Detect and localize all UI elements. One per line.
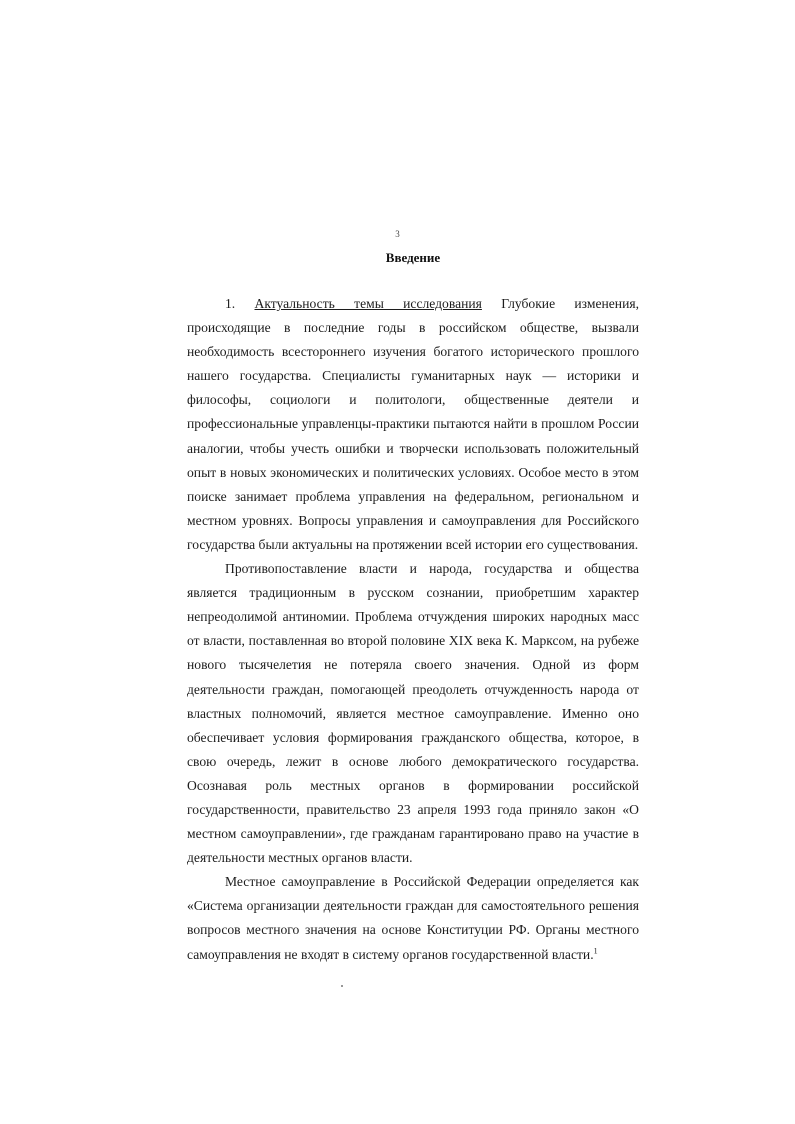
paragraph-number: 1. bbox=[225, 296, 255, 311]
paragraph-opposition: Противопоставление власти и народа, государства и общества является традиционным в русском сознании, приобретшим характер непреодолимой антиномии. Проблема отчуждения широких народных масс от власти, поставленная во второй половине XIX века К. Марксом, на рубеже нового тысячелетия не потеряла своего значения. Одной из форм деятельности граждан, помогающей преодолеть отчужденность народа от властных полномочий, является местное самоуправление. Именно оно обеспечивает условия формирования гражданского общества, которое, в свою очередь, лежит в основе любого демократического государства. Осознавая роль местных органов в формировании российской государственности, правительство 23 апреля 1993 года приняло закон «О местном самоуправлении», где гражданам гарантировано право на участие в деятельности местных органов власти. bbox=[187, 561, 639, 866]
section-title: Введение bbox=[385, 250, 441, 265]
paragraph-relevance bbox=[187, 292, 639, 557]
underlined-heading: Актуальность темы исследования bbox=[254, 296, 482, 311]
body-text bbox=[187, 292, 639, 967]
page-number: 3 bbox=[395, 229, 400, 239]
scan-speck bbox=[341, 985, 343, 987]
paragraph-definition bbox=[187, 870, 639, 966]
paragraph-text: Глубокие изменения, происходящие в последние годы в российском обществе, вызвали необходимость всестороннего изучения богатого исторического прошлого нашего государства. Специалисты гуманитарных наук — историки и философы, социологи и политологи, общественные деятели и профессиональные управленцы-практики пытаются найти в прошлом России аналогии, чтобы учесть ошибки и творчески использовать положительный опыт в новых экономических и политических условиях. Особое место в этом поиске занимает проблема управления на федеральном, региональном и местном уровнях. Вопросы управления и самоуправления для Российского государства были актуальны на протяжении всей истории его существования. bbox=[187, 296, 640, 552]
paragraph-text: Местное самоуправление в Российской Федерации определяется как «Система организации деятельности граждан для самостоятельного решения вопросов местного значения на основе Конституции РФ. Органы местного самоуправления не входят в систему органов государственной власти. bbox=[187, 874, 639, 962]
footnote-mark: 1 bbox=[593, 946, 598, 955]
